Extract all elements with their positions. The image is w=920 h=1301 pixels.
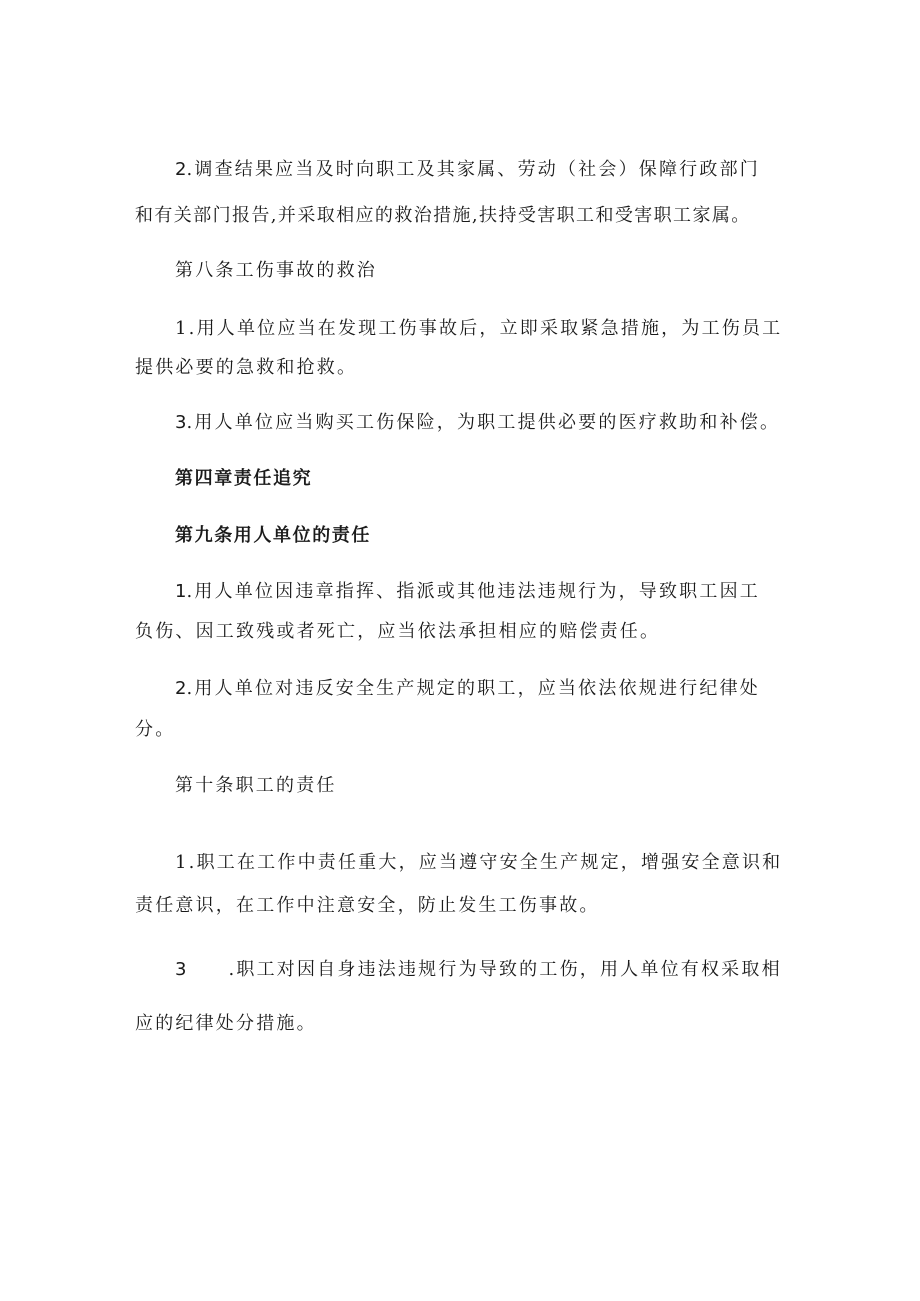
article-heading (175, 524, 371, 548)
paragraph-line (135, 620, 660, 644)
list-number: 3 (175, 412, 187, 433)
line-text: 提供必要的急救和抢救。 (135, 357, 358, 378)
paragraph-line (175, 958, 782, 982)
line-text: 第十条职工的责任 (175, 775, 337, 796)
line-text: .用人单位因违章指挥、指派或其他违法违规行为，导致职工因工 (186, 581, 760, 602)
line-text: .用人单位应当购买工伤保险，为职工提供必要的医疗救助和补偿。 (186, 412, 781, 433)
paragraph-line (175, 317, 782, 341)
line-text: 负伤、因工致残或者死亡，应当依法承担相应的赔偿责任。 (135, 621, 661, 642)
line-text: 和有关部门报告,并采取相应的救治措施,扶持受害职工和受害职工家属。 (135, 205, 751, 226)
chapter-heading (175, 467, 312, 491)
paragraph-line (135, 894, 600, 918)
line-text: 责任意识，在工作中注意安全，防止发生工伤事故。 (135, 895, 600, 916)
article-heading (175, 774, 337, 798)
line-text: .调查结果应当及时向职工及其家属、劳动（社会）保障行政部门 (186, 159, 760, 180)
paragraph-line (135, 356, 357, 380)
line-text: 应的纪律处分措施。 (135, 1013, 317, 1034)
paragraph-line (175, 851, 782, 875)
paragraph-line (135, 1012, 317, 1036)
line-text: .职工对因自身违法违规行为导致的工伤，用人单位有权采取相 (228, 959, 782, 980)
list-number: 2 (175, 159, 187, 180)
article-heading (175, 259, 377, 283)
paragraph-line (175, 411, 780, 435)
list-number: 2 (175, 678, 187, 699)
paragraph-line (135, 204, 751, 228)
paragraph-line (135, 718, 175, 742)
line-text: 分。 (135, 719, 176, 740)
list-number: 3 (175, 959, 187, 980)
list-number: 1 (175, 581, 187, 602)
line-text: 1.用人单位应当在发现工伤事故后，立即采取紧急措施，为工伤员工 (175, 318, 783, 339)
line-text: 第九条用人单位的责任 (175, 525, 371, 546)
line-text: 第四章责任追究 (175, 468, 313, 489)
paragraph-line (175, 580, 760, 604)
paragraph-line (175, 677, 760, 701)
line-text: .用人单位对违反安全生产规定的职工，应当依法依规进行纪律处 (186, 678, 760, 699)
line-text: 1.职工在工作中责任重大，应当遵守安全生产规定，增强安全意识和 (175, 852, 783, 873)
line-text: 第八条工伤事故的救治 (175, 260, 377, 281)
paragraph-line (175, 158, 760, 182)
